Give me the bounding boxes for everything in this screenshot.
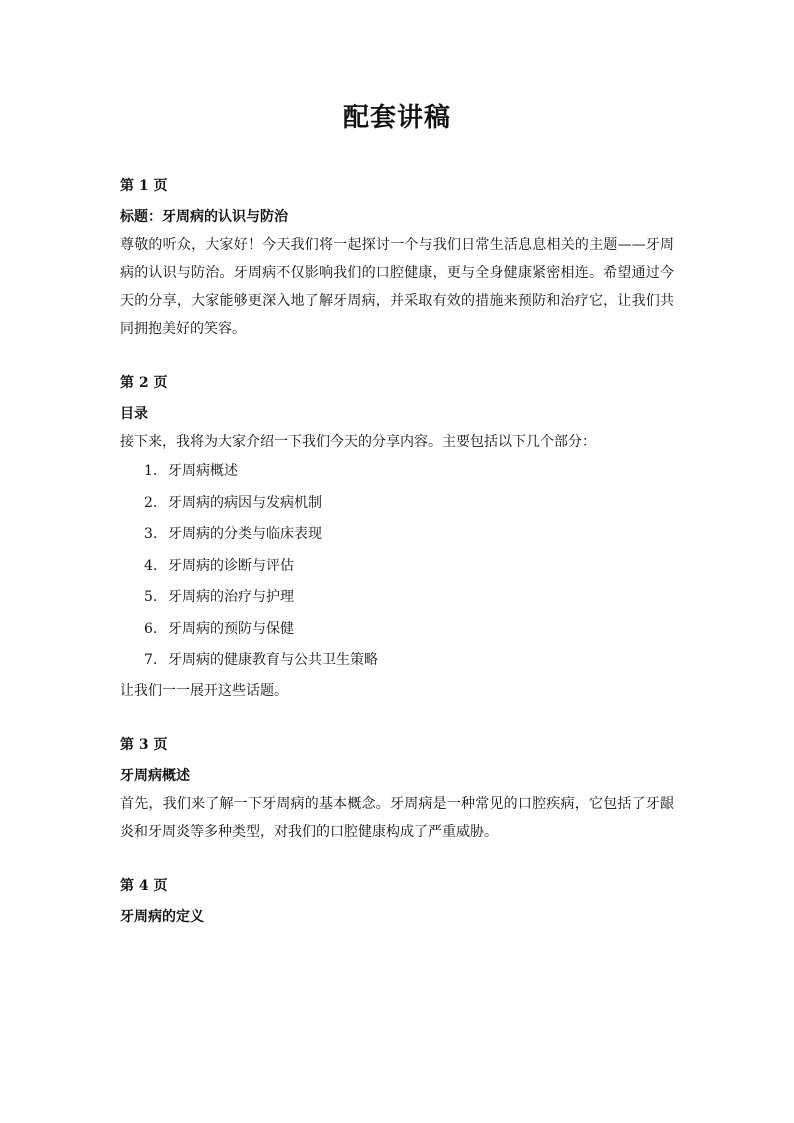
list-text: 牙周病的病因与发病机制 (168, 494, 322, 511)
list-text: 牙周病的分类与临床表现 (168, 526, 322, 542)
list-item (120, 519, 674, 551)
list-item (120, 488, 674, 520)
section-heading: 牙周病概述 (120, 767, 190, 784)
list-number: 4. (144, 557, 158, 574)
toc-intro: 接下来，我将为大家介绍一下我们今天的分享内容。主要包括以下几个部分： (120, 434, 596, 450)
list-item (120, 645, 674, 677)
list-number: 6. (144, 620, 158, 637)
page-label: 第 3 页 (120, 736, 168, 753)
list-number: 5. (144, 589, 158, 605)
section-paragraph: 尊敬的听众，大家好！今天我们将一起探讨一个与我们日常生活息息相关的主题——牙周病的认识与防治。牙周病不仅影响我们的口腔健康，更与全身健康紧密相连。希望通过今天的分享，大家能够更深入地了解牙周病，并采取有效的措施来预防和治疗它，让我们共同拥抱美好的笑容。 (120, 237, 674, 337)
toc-outro: 让我们一一展开这些话题。 (120, 682, 288, 699)
section-page-4 (120, 876, 674, 927)
list-number: 3. (144, 526, 158, 542)
section-page-2 (120, 373, 674, 705)
list-text: 牙周病的预防与保健 (168, 620, 294, 637)
list-item (120, 582, 674, 614)
section-heading: 标题：牙周病的认识与防治 (120, 209, 288, 225)
page-label: 第 2 页 (120, 375, 168, 391)
list-number: 2. (144, 494, 158, 511)
list-text: 牙周病的诊断与评估 (168, 557, 294, 574)
page-label: 第 1 页 (120, 178, 168, 194)
list-number: 7. (144, 652, 158, 668)
list-text: 牙周病的健康教育与公共卫生策略 (168, 652, 378, 668)
section-page-1 (120, 176, 674, 343)
list-number: 1. (144, 463, 158, 479)
section-paragraph: 首先，我们来了解一下牙周病的基本概念。牙周病是一种常见的口腔疾病，它包括了牙龈炎和牙周炎等多种类型，对我们的口腔健康构成了严重威胁。 (120, 795, 674, 840)
document-title: 配套讲稿 (342, 103, 451, 133)
page-label: 第 4 页 (120, 877, 168, 894)
section-heading: 牙周病的定义 (120, 908, 204, 925)
list-item (120, 614, 674, 646)
list-text: 牙周病的治疗与护理 (168, 589, 294, 605)
list-item (120, 456, 674, 488)
list-item (120, 551, 674, 583)
section-page-3 (120, 735, 674, 846)
section-heading: 目录 (120, 406, 148, 422)
list-text: 牙周病概述 (168, 463, 238, 479)
table-of-contents (120, 456, 674, 677)
